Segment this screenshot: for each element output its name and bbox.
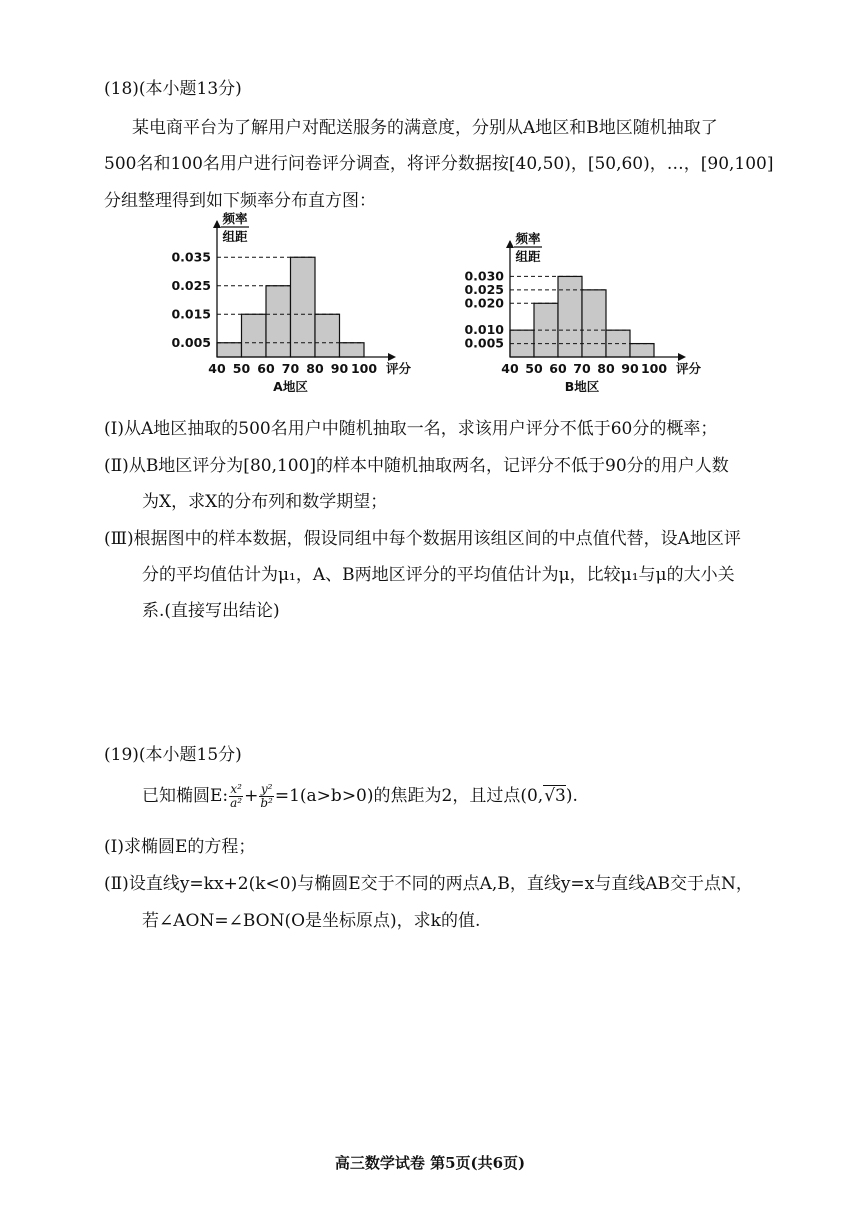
- hist-b-title: B地区: [564, 379, 600, 394]
- q19-given-end: ).: [565, 786, 578, 806]
- q19-part2-line-1: (Ⅱ)设直线y=kx+2(k<0)与椭圆E交于不同的两点A,B，直线y=x与直线AB交于点N，: [104, 874, 753, 894]
- fraction-numerator: x²: [230, 782, 242, 796]
- q19-part1: (Ⅰ)求椭圆E的方程；: [104, 837, 256, 857]
- hist-a-x-tick-label-3: 70: [281, 361, 300, 376]
- hist-a-bar-2: [266, 286, 291, 357]
- q18-part3-line-2: 分的平均值估计为μ₁，A、B两地区评分的平均值估计为μ，比较μ₁与μ的大小关: [142, 565, 735, 585]
- fraction-denominator: b²: [260, 796, 273, 810]
- hist-a-y-tick-label-2: 0.015: [171, 306, 211, 322]
- hist-a-x-tick-label-1: 50: [232, 361, 251, 376]
- q18-part3-line-1: (Ⅲ)根据图中的样本数据，假设同组中每个数据用该组区间的中点值代替，设A地区评: [104, 529, 741, 549]
- hist-b-x-tick-label-6: 100: [640, 361, 668, 376]
- fraction-y2-b2: [259, 783, 274, 810]
- q18-intro-line-2: 500名和100名用户进行问卷评分调查，将评分数据按[40,50)，[50,60)，…，[90,100]: [104, 154, 774, 174]
- q18-intro-line-3: 分组整理得到如下频率分布直方图：: [104, 191, 376, 211]
- hist-a-bar-1: [242, 314, 267, 357]
- histogram-a-svg: [150, 211, 450, 405]
- fraction-denominator: a²: [230, 796, 243, 810]
- hist-a-bar-3: [291, 257, 316, 357]
- hist-b-x-tick-label-5: 90: [621, 361, 639, 376]
- q19-part2-line-2: 若∠AON=∠BON(O是坐标原点)，求k的值.: [142, 911, 481, 931]
- hist-a-bar-4: [315, 314, 340, 357]
- histogram-b-svg: [445, 231, 745, 405]
- hist-a-x-tick-label-6: 100: [350, 361, 378, 376]
- hist-b-bar-3: [582, 290, 606, 357]
- hist-b-y-tick-label-1: 0.025: [464, 281, 504, 297]
- hist-a-x-tick-label-5: 90: [330, 361, 349, 376]
- hist-a-y-tick-label-3: 0.005: [171, 334, 211, 350]
- hist-b-x-tick-label-2: 60: [549, 361, 567, 376]
- hist-b-x-axis-arrow: [678, 353, 686, 361]
- hist-b-x-tick-label-1: 50: [525, 361, 543, 376]
- hist-b-x-tick-label-3: 70: [573, 361, 591, 376]
- q18-part3-line-3: 系.(直接写出结论): [142, 601, 280, 621]
- q18-header: (18)(本小题13分): [104, 79, 242, 99]
- hist-a-x-tick-label-2: 60: [257, 361, 275, 376]
- hist-a-x-tick-label-0: 40: [208, 361, 226, 376]
- fraction-numerator: y²: [260, 782, 273, 796]
- hist-a-x-axis-arrow: [388, 353, 396, 361]
- hist-a-bar-0: [217, 343, 242, 357]
- hist-a-bar-5: [340, 343, 365, 357]
- hist-b-y-label-top: 频率: [515, 231, 541, 246]
- hist-b-y-label-bottom: 组距: [515, 249, 541, 264]
- hist-b-x-tick-label-0: 40: [501, 361, 519, 376]
- hist-a-y-label-bottom: 组距: [222, 229, 248, 244]
- hist-a-y-tick-label-0: 0.035: [171, 249, 211, 265]
- hist-a-x-axis-label: 评分: [386, 361, 412, 376]
- hist-b-y-tick-label-0: 0.030: [464, 268, 504, 284]
- q18-part2-line-2: 为X，求X的分布列和数学期望；: [142, 492, 388, 512]
- hist-b-y-tick-label-2: 0.020: [464, 295, 504, 311]
- q18-part2-line-1: (Ⅱ)从B地区评分为[80,100]的样本中随机抽取两名，记评分不低于90分的用户人数: [104, 456, 729, 476]
- fraction-x2-a2: [229, 783, 243, 810]
- q19-header: (19)(本小题15分): [104, 745, 242, 765]
- hist-b-x-tick-label-4: 80: [597, 361, 615, 376]
- hist-a-y-tick-label-1: 0.025: [171, 277, 211, 293]
- hist-a-y-label-top: 频率: [222, 211, 248, 226]
- q18-intro-line-1: 某电商平台为了解用户对配送服务的满意度，分别从A地区和B地区随机抽取了: [132, 118, 718, 138]
- hist-b-bar-5: [630, 344, 654, 357]
- page-footer: 高三数学试卷 第5页(共6页): [334, 1154, 526, 1172]
- hist-b-y-axis-arrow: [506, 240, 514, 248]
- q19-given-prefix: 已知椭圆E:: [142, 786, 229, 806]
- histogram-b: [445, 231, 745, 409]
- hist-b-y-tick-label-3: 0.010: [464, 322, 504, 338]
- q19-given: 已知椭圆E: $\frac{\text{x²}}{\text{a²}}$ + $\frac{\text{y²}}{\text{b²}}$ =1(a>b>0)的焦距为2，且过点(0,√3).: [142, 782, 578, 810]
- hist-a-y-axis-arrow: [213, 220, 221, 228]
- sqrt-three: √3: [544, 786, 566, 806]
- hist-b-y-tick-label-4: 0.005: [464, 335, 504, 351]
- hist-b-x-axis-label: 评分: [676, 361, 702, 376]
- histogram-a: [150, 211, 450, 409]
- hist-a-x-tick-label-4: 80: [306, 361, 324, 376]
- hist-b-bar-2: [558, 276, 582, 357]
- hist-a-title: A地区: [273, 379, 308, 394]
- q18-part1: (Ⅰ)从A地区抽取的500名用户中随机抽取一名，求该用户评分不低于60分的概率；: [104, 419, 718, 439]
- q19-given-mid: =1(a>b>0)的焦距为2，且过点(0,: [274, 786, 544, 806]
